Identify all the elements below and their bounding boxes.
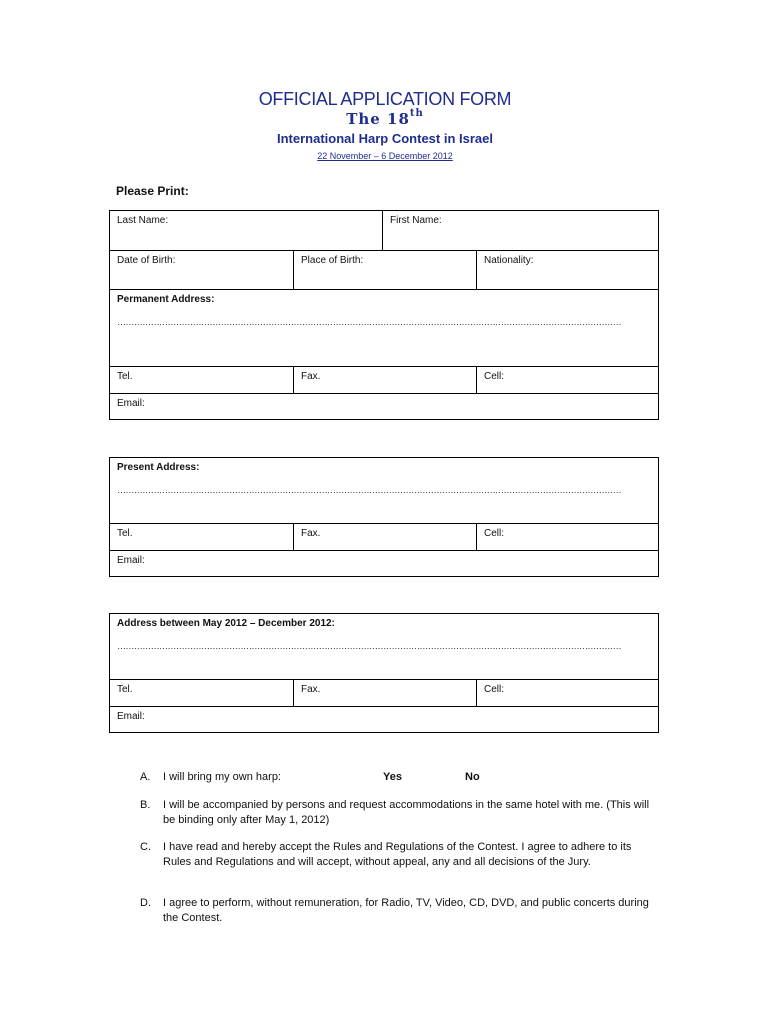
date-of-birth-field[interactable]: [110, 251, 293, 290]
email-label: Email:: [117, 555, 145, 566]
email-field[interactable]: [110, 550, 658, 577]
last-name-label: Last Name:: [117, 215, 169, 226]
item-text: I will bring my own harp:: [163, 771, 281, 783]
present-address-field[interactable]: [110, 458, 658, 523]
fax-field[interactable]: [293, 680, 477, 707]
fax-label: Fax.: [301, 371, 321, 382]
personal-details-table: [109, 210, 659, 420]
contest-name: International Harp Contest in Israel: [277, 131, 493, 146]
last-name-field[interactable]: [110, 211, 382, 250]
nationality-label: Nationality:: [484, 255, 534, 266]
address-dotted-line: ………………………………………………………………………………………………………………………………………………………………: [117, 317, 622, 327]
permanent-address-label: Permanent Address:: [117, 294, 215, 305]
present-address-table: [109, 457, 659, 577]
date-of-birth-label: Date of Birth:: [117, 255, 176, 266]
tel-field[interactable]: [110, 367, 293, 394]
tel-label: Tel.: [117, 371, 133, 382]
cell-label: Cell:: [484, 528, 505, 539]
cell-field[interactable]: [476, 524, 658, 551]
tel-label: Tel.: [117, 684, 133, 695]
please-print-label: Please Print:: [116, 184, 189, 198]
yes-option[interactable]: Yes: [383, 771, 402, 783]
email-label: Email:: [117, 711, 145, 722]
cell-field[interactable]: [476, 367, 658, 394]
cell-field[interactable]: [476, 680, 658, 707]
fax-label: Fax.: [301, 684, 321, 695]
contact-row: [110, 679, 658, 707]
edition-superscript: th: [409, 108, 424, 119]
summer-address-field[interactable]: [110, 614, 658, 679]
tel-field[interactable]: [110, 680, 293, 707]
first-name-label: First Name:: [390, 215, 442, 226]
cell-label: Cell:: [484, 371, 505, 382]
summer-address-label: Address between May 2012 – December 2012:: [117, 618, 335, 629]
item-text: I have read and hereby accept the Rules and Regulations of the Contest. I agree to adhere to its Rules and Regulations and will accept, without appeal, any and all decisions of the Jury.: [163, 841, 632, 868]
place-of-birth-field[interactable]: [293, 251, 477, 290]
item-text: I will be accompanied by persons and request accommodations in the same hotel with me. (This will be binding only after May 1, 2012): [163, 799, 650, 826]
present-address-label: Present Address:: [117, 462, 200, 473]
tel-field[interactable]: [110, 524, 293, 551]
first-name-field[interactable]: [382, 211, 658, 250]
birth-row: [110, 250, 658, 290]
summer-address-table: [109, 613, 659, 733]
address-dotted-line: ………………………………………………………………………………………………………………………………………………………………: [117, 485, 622, 495]
nationality-field[interactable]: [476, 251, 658, 290]
email-field[interactable]: [110, 706, 658, 733]
cell-label: Cell:: [484, 684, 505, 695]
name-row: [110, 211, 658, 250]
contact-row: [110, 523, 658, 551]
no-option[interactable]: No: [465, 771, 480, 783]
place-of-birth-label: Place of Birth:: [301, 255, 364, 266]
edition-text: The 18: [346, 110, 410, 128]
email-field[interactable]: [110, 393, 658, 420]
fax-label: Fax.: [301, 528, 321, 539]
email-label: Email:: [117, 398, 145, 409]
contact-row: [110, 366, 658, 394]
address-dotted-line: ………………………………………………………………………………………………………………………………………………………………: [117, 641, 622, 651]
fax-field[interactable]: [293, 367, 477, 394]
item-letter: C.: [140, 841, 151, 853]
item-letter: D.: [140, 897, 151, 909]
edition-heading: [0, 110, 770, 128]
item-text: I agree to perform, without remuneration, for Radio, TV, Video, CD, DVD, and public concerts during the Contest.: [163, 897, 649, 924]
form-title: OFFICIAL APPLICATION FORM: [258, 89, 512, 109]
tel-label: Tel.: [117, 528, 133, 539]
fax-field[interactable]: [293, 524, 477, 551]
contest-dates: 22 November – 6 December 2012: [317, 151, 453, 161]
item-letter: A.: [140, 771, 151, 783]
permanent-address-field[interactable]: [110, 289, 658, 367]
item-letter: B.: [140, 799, 151, 811]
